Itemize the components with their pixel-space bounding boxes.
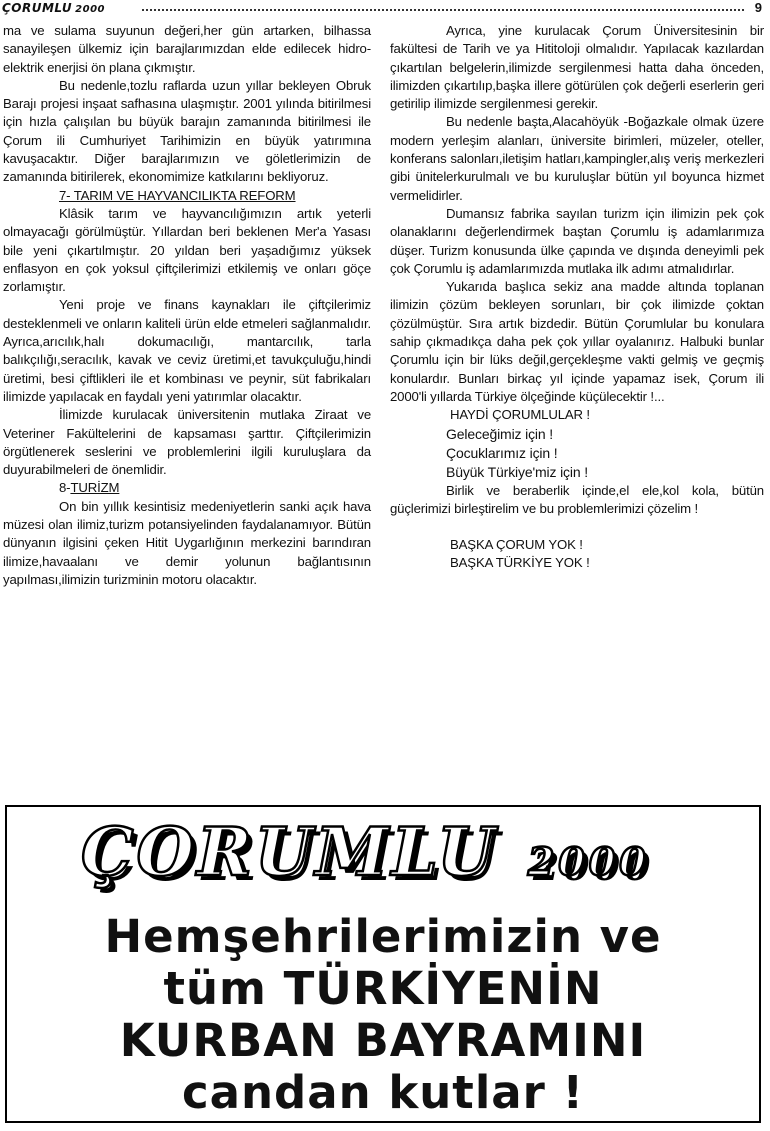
advert-line: tüm TÜRKİYENİN	[163, 962, 603, 1015]
closing-line: BAŞKA ÇORUM YOK !	[450, 537, 583, 553]
slogan-line: Çocuklarımız için !	[446, 444, 558, 461]
advert-logo	[81, 813, 650, 891]
advert-logo-title: ÇORUMLU	[81, 813, 498, 891]
paragraph: İlimizde kurulacak üniversitenin mutlaka Ziraat ve Veteriner Fakültelerini de kapsaması şarttır. Çiftçilerimizin örgütlenerek seslerini ve problemlerini ilgili kuruluşlara da duyurabilmeleri de önemlidir.	[3, 407, 371, 478]
slogan-line: HAYDİ ÇORUMLULAR !	[450, 407, 590, 423]
paragraph: ma ve sulama suyunun değeri,her gün artarken, bilhassa sanayileşen ülkemiz için barajlarımızdan elde edilecek hidro-elektrik enerjisi ön plana çıkmıştır.	[3, 23, 371, 75]
page-number: 9	[754, 0, 762, 15]
right-column	[390, 22, 764, 573]
paragraph: Yukarıda başlıca sekiz ana madde altında toplanan ilimizin çözüm bekleyen sorunları, bir çok ilimizde çoktan çözülmüştür. Sıra artık bizdedir. Bütün Çorumlular bu konulara sahip çıkmadıkça daha pek çok yıllar oyalanırız. Halbuki bunlar Çorumlu için bir lüks değil,gerçekleşme vakti gelmiş ve geçmiş konulardır. Bunları birkaç yıl içinde yapamaz isek, Çorum ili 2000'li yıllarda Türkiye ölçeğinde küçülecektir !...	[390, 279, 764, 404]
section-heading-text: TURİZM	[70, 480, 120, 496]
section-heading-text: 7- TARIM VE HAYVANCILIKTA REFORM	[59, 187, 296, 203]
section-heading-7	[3, 187, 371, 205]
paragraph: Bu nedenle,tozlu raflarda uzun yıllar bekleyen Obruk Barajı projesi inşaat safhasına ulaşmıştır. 2001 yılında bitirilmesi için hızla çalışılan bu büyük barajın zamanında bitirilmesi ile Çorum ili Cumhuriyet Tarihimizin en büyük yatırımına kavuşacaktır. Diğer barajlarımızın ve göletlerimizin de zamanında bitirilerek, ekonomimize katkılarını bekliyoruz.	[3, 77, 371, 185]
advert-line: candan kutlar !	[181, 1066, 584, 1119]
masthead-title: ÇORUMLU	[2, 1, 73, 15]
closing-line: BAŞKA TÜRKİYE YOK !	[450, 555, 590, 571]
masthead	[2, 1, 105, 15]
advert-logo-year: 2000	[527, 839, 650, 884]
advert-line: KURBAN BAYRAMINI	[119, 1014, 647, 1067]
paragraph: On bin yıllık kesintisiz medeniyetlerin sanki açık hava müzesi olan ilimiz,turizm potansiyelinden faydalanamıyor. Bütün dünyanın ilgisini çeken Hitit Uygarlığının merkezini barındıran ilimize,havaalanı ve demir yolunun bağlantısının yapılması,ilimizin turizminin motoru olacaktır.	[3, 498, 371, 587]
paragraph: Bu nedenle başta,Alacahöyük -Boğazkale olmak üzere modern yerleşim alanları, üniversite birimleri, müzeler, oteller, konferans salonları,iletişim hatları,kampingler,alış veriş merkezleri gibi ünitelerkurulmalı ve bu kuruluşlar bütün yıl boyunca hizmet vermelidirler.	[390, 114, 764, 203]
holiday-advert	[5, 805, 761, 1123]
advert-line: Hemşehrilerimizin ve	[104, 910, 662, 963]
header-dotted-rule	[142, 9, 744, 11]
masthead-year: 2000	[75, 4, 106, 15]
spacer	[390, 518, 764, 536]
paragraph: Klâsik tarım ve hayvancılığımızın artık yeterli olmayacağı görülmüştür. Yıllardan beri beklenen Mer'a Yasası bile yeni çıkartılmıştır. 20 yıldan beri yaşadığımız yüksek enflasyon en çok yoksul çiftçilerimizi etkilemiş ve onları göçe zorlamıştır.	[3, 205, 371, 295]
section-heading-8	[3, 479, 371, 497]
paragraph: Dumansız fabrika sayılan turizm için ilimizin pek çok olanaklarını değerlendirmek baştan Çorumlu iş adamlarımıza düşer. Turizm konusunda ülke çapında ve dışında deneyimli pek çok Çorumlu iş adamlarımızda mutlaka ilk adımı atmalıdırlar.	[390, 205, 764, 276]
slogan-line: Geleceğimiz için !	[446, 425, 554, 442]
paragraph: Yeni proje ve finans kaynakları ile çiftçilerimiz desteklenmeli ve onların kaliteli ürün elde etmeleri sağlanmalıdır. Ayrıca,arıcılık,halı dokumacılığı, mantarcılık, tarla balıkçılığı,seracılık, kavak ve ceviz üretimi,et tavukçuluğu,hindi üretimi, besi çiftlikleri ile et kombinası ve peynir, süt fabrikaları ilimizde yapılacak en faydalı yeni yatırımlar olacaktır.	[3, 297, 371, 404]
advert-message	[7, 911, 759, 1119]
slogan-line: Büyük Türkiye'miz için !	[446, 463, 588, 480]
section-heading-prefix: 8-	[59, 480, 71, 496]
page-header	[0, 0, 770, 22]
paragraph: Birlik ve beraberlik içinde,el ele,kol kola, bütün güçlerimizi birleştirelim ve bu problemlerimizi çözelim !	[390, 482, 764, 516]
left-column	[3, 22, 371, 589]
paragraph: Ayrıca, yine kurulacak Çorum Üniversitesinin bir fakültesi de Tarih ve ya Hititoloji olmalıdır. Yapılacak kazılardan çıkartılan belgelerin,ilimizde sergilenmesi hatta daha önceden, ilimizden çıkartılıp,başka illere götürülen çok değerli eserlerin geri getirilip ilimizde sergilenmesi gerekir.	[390, 23, 764, 112]
